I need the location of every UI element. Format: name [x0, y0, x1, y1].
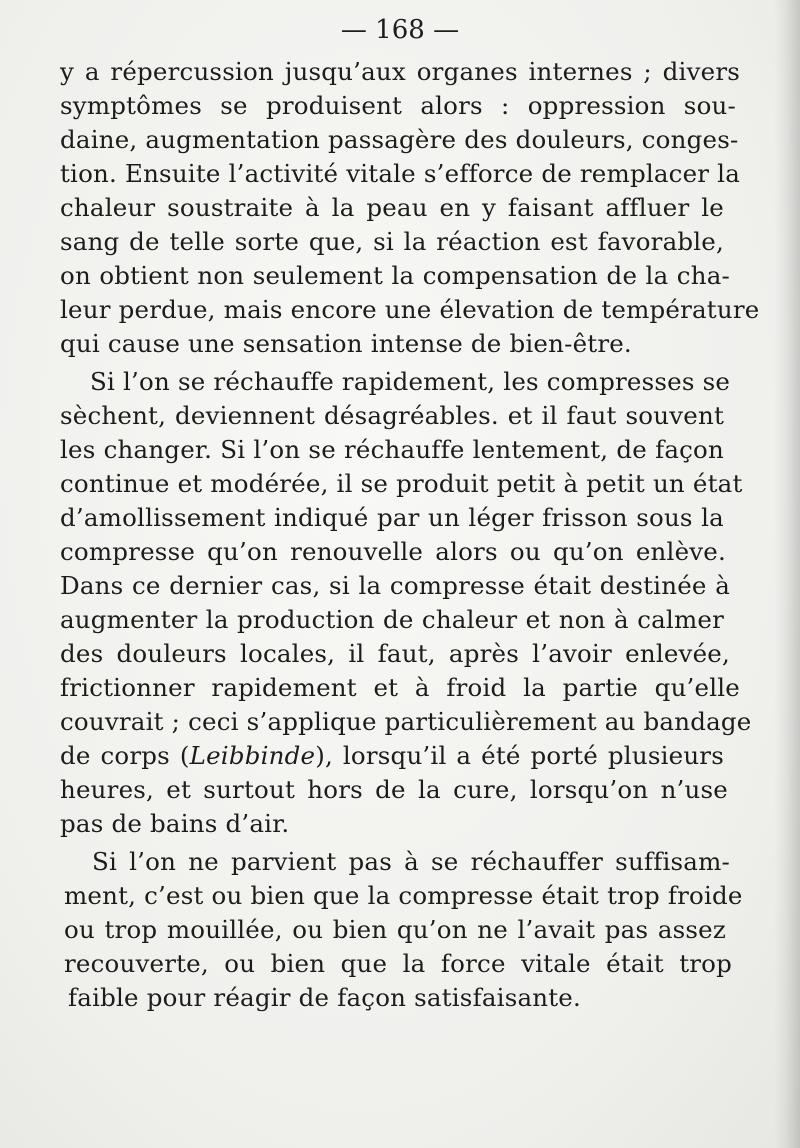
text-line: tion. Ensuite l’activité vitale s’efforce de remplacer la [60, 159, 741, 188]
text-line: recouverte, ou bien que la force vitale était trop [64, 949, 732, 978]
text-line: sang de telle sorte que, si la réaction est favorable, [60, 227, 724, 256]
text-run: de corps ( [60, 741, 190, 770]
text-line: leur perdue, mais encore une élevation de température [60, 295, 760, 324]
text-line: ou trop mouillée, ou bien qu’on ne l’avait pas assez [64, 915, 726, 944]
text-line: compresse qu’on renouvelle alors ou qu’on enlève. [60, 537, 726, 566]
text-line: heures, et surtout hors de la cure, lorsqu’on n’use [60, 775, 728, 804]
text-line: continue et modérée, il se produit petit à petit un état [60, 469, 743, 498]
text-line: symptômes se produisent alors : oppression sou- [60, 91, 736, 120]
text-line: chaleur soustraite à la peau en y faisant affluer le [60, 193, 724, 222]
text-line: augmenter la production de chaleur et non à calmer [60, 605, 724, 634]
text-line: frictionner rapidement et à froid la partie qu’elle [60, 673, 740, 702]
text-line: ment, c’est ou bien que la compresse était trop froide [64, 881, 743, 910]
text-line: couvrait ; ceci s’applique particulièrement au bandage [60, 707, 752, 736]
text-line: d’amollissement indiqué par un léger frisson sous la [60, 503, 724, 532]
text-line: y a répercussion jusqu’aux organes internes ; divers [60, 57, 740, 86]
text-line: Si l’on se réchauffe rapidement, les compresses se [90, 367, 731, 396]
text-line: les changer. Si l’on se réchauffe lentement, de façon [60, 435, 724, 464]
text-line: des douleurs locales, il faut, après l’avoir enlevée, [60, 639, 730, 668]
italic-term: Leibbinde [189, 741, 316, 770]
text-line: Si l’on ne parvient pas à se réchauffer suffisam- [92, 847, 730, 876]
text-line: daine, augmentation passagère des douleurs, conges- [60, 125, 739, 154]
text-line: Dans ce dernier cas, si la compresse était destinée à [60, 571, 730, 600]
text-run: ), lorsqu’il a été porté plusieurs [315, 741, 724, 770]
text-line: sèchent, deviennent désagréables. et il faut souvent [60, 401, 724, 430]
text-line: pas de bains d’air. [60, 809, 290, 838]
text-line-with-italic [60, 740, 724, 772]
text-line: qui cause une sensation intense de bien-être. [60, 329, 632, 358]
text-line: on obtient non seulement la compensation de la cha- [60, 261, 730, 290]
page-number: — 168 — [340, 15, 460, 45]
text-line: faible pour réagir de façon satisfaisante. [68, 983, 581, 1012]
page-edge-shadow [774, 0, 800, 1148]
